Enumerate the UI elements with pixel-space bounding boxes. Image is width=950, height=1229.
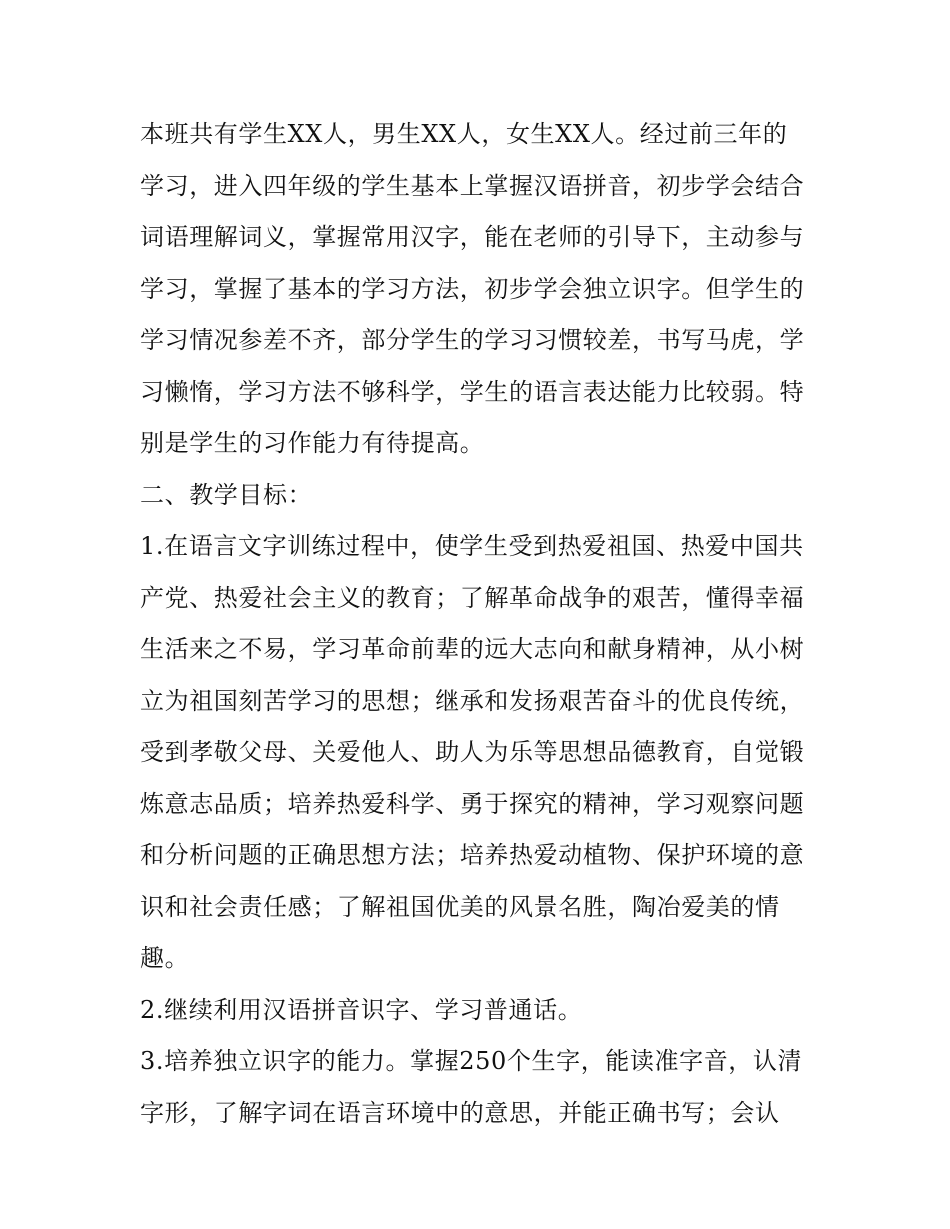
text-line: 生活来之不易，学习革命前辈的远大志向和献身精神，从小树 xyxy=(140,635,805,663)
text-line: 受到孝敬父母、关爱他人、助人为乐等思想品德教育，自觉锻 xyxy=(140,738,805,766)
text-line: 趣。 xyxy=(140,944,190,972)
text-line: 学习，进入四年级的学生基本上掌握汉语拼音，初步学会结合 xyxy=(140,171,805,200)
text-line: 1.在语言文字训练过程中，使学生受到热爱祖国、热爱中国共 xyxy=(140,532,804,560)
text-line: 2.继续利用汉语拼音识字、学习普通话。 xyxy=(140,995,583,1024)
text-line: 炼意志品质；培养热爱科学、勇于探究的精神，学习观察问题 xyxy=(140,789,805,818)
text-line: 3.培养独立识字的能力。掌握250个生字，能读准字音，认清 xyxy=(140,1047,803,1075)
text-line: 产党、热爱社会主义的教育；了解革命战争的艰苦，懂得幸福 xyxy=(140,583,805,612)
text-line: 立为祖国刻苦学习的思想；继承和发扬艰苦奋斗的优良传统， xyxy=(140,686,805,715)
text-line: 别是学生的习作能力有待提高。 xyxy=(140,429,485,457)
section-heading: 二、教学目标： xyxy=(140,480,313,509)
text-line: 学习情况参差不齐，部分学生的学习习惯较差，书写马虎，学 xyxy=(140,326,805,354)
document-body xyxy=(140,109,830,1139)
text-line: 识和社会责任感；了解祖国优美的风景名胜，陶冶爱美的情 xyxy=(140,892,780,921)
text-line: 本班共有学生XX人，男生XX人，女生XX人。经过前三年的 xyxy=(140,120,788,148)
text-line: 和分析问题的正确思想方法；培养热爱动植物、保护环境的意 xyxy=(140,841,805,869)
text-line: 习懒惰，学习方法不够科学，学生的语言表达能力比较弱。特 xyxy=(140,377,805,406)
text-line: 学习，掌握了基本的学习方法，初步学会独立识字。但学生的 xyxy=(140,274,805,303)
text-line: 词语理解词义，掌握常用汉字，能在老师的引导下，主动参与 xyxy=(140,223,805,251)
text-line: 字形，了解字词在语言环境中的意思，并能正确书写；会认 xyxy=(140,1098,780,1127)
